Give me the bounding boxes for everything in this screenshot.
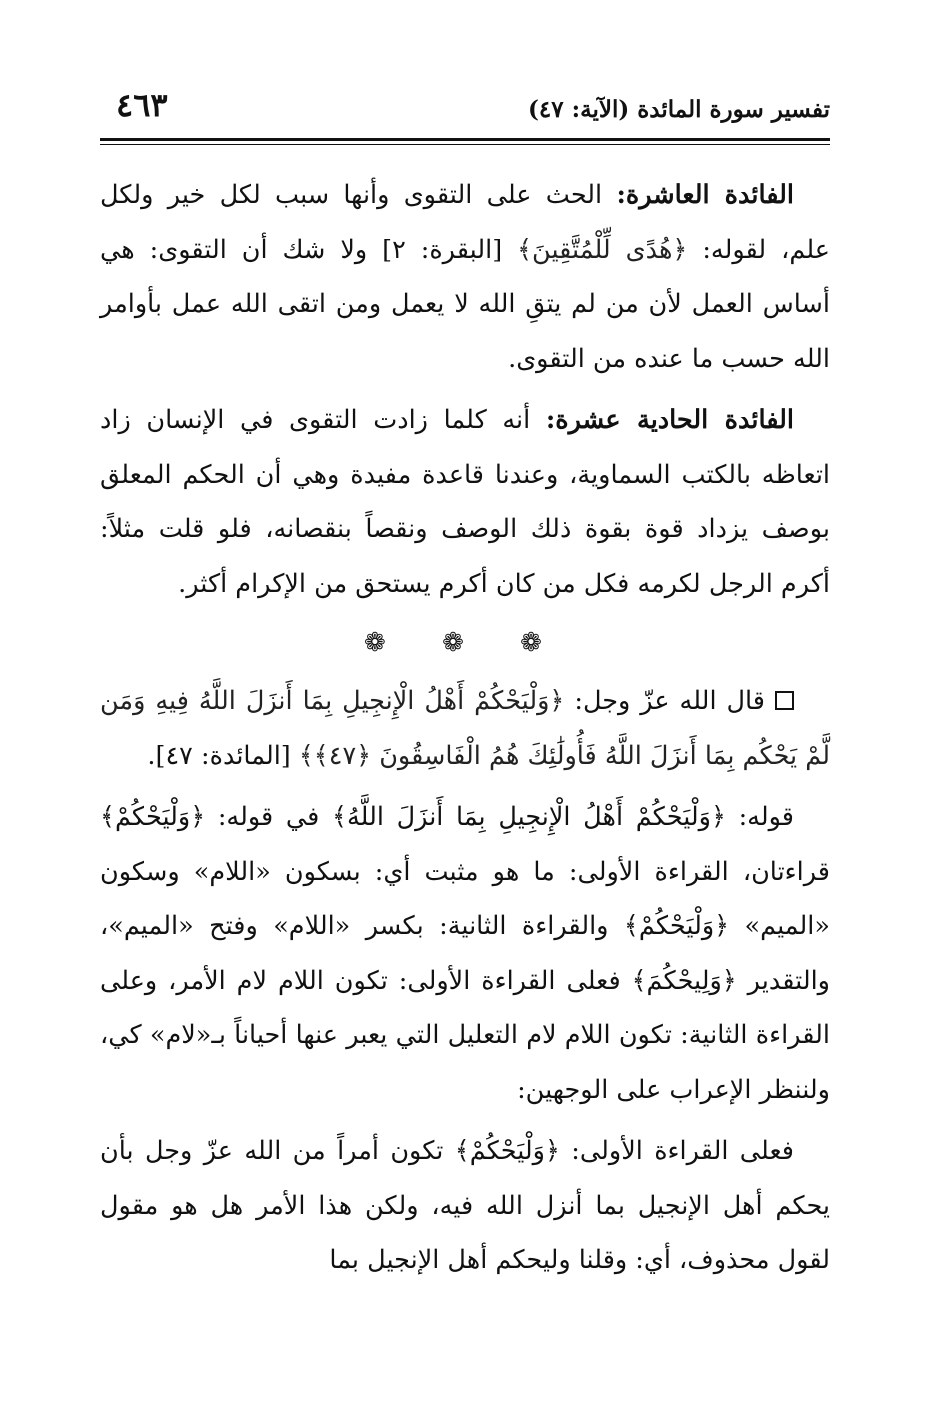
quran-verse: ﴿وَلْيَحْكُمْ أَهْلُ الْإِنجِيلِ بِمَا أَنزَلَ اللَّهُ فِيهِ وَمَن لَّمْ يَحْكُم بِمَا أَنزَلَ اللَّهُ فَأُولَٰئِكَ هُمُ الْفَاسِقُونَ ﴿٤٧﴾﴾ bbox=[100, 686, 830, 771]
book-page bbox=[100, 80, 830, 1370]
verse-reference: [المائدة: ٤٧]. bbox=[147, 740, 299, 771]
benefit-label: الفائدة العاشرة: bbox=[616, 180, 794, 210]
paragraph-text: أنه كلما زادت التقوى في الإنسان زاد اتعاظه بالكتب السماوية، وعندنا قاعدة مفيدة وهي أن الحكم المعلق بوصف يزداد قوة بقوة ذلك الوصف ونقصاً بنقصانه، فلو قلت مثلاً: أكرم الرجل لكرمه فكل من كان أكرم يستحق من الإكرام أكثر. bbox=[100, 405, 830, 599]
running-title: تفسير سورة المائدة (الآية: ٤٧) bbox=[528, 96, 830, 123]
commentary-paragraph: قوله: ﴿وَلْيَحْكُمْ أَهْلُ الْإِنجِيلِ بِمَا أَنزَلَ اللَّهُ﴾ في قوله: ﴿وَلْيَحْكُمْ﴾ قراءتان، القراءة الأولى: ما هو مثبت أي: بسكون «اللام» وسكون «الميم» ﴿وَلْيَحْكُمْ﴾ والقراءة الثانية: بكسر «اللام» وفتح «الميم»، والتقدير ﴿وَلِيحْكُمَ﴾ فعلى القراءة الأولى: تكون اللام لام الأمر، وعلى القراءة الثانية: تكون اللام لام التعليل التي يعبر عنها أحياناً بـ«لام» كي، ولننظر الإعراب على الوجهين: bbox=[100, 802, 830, 1105]
quran-quote: ﴿هُدًى لِّلْمُتَّقِينَ﴾ bbox=[517, 234, 688, 265]
square-bullet-icon bbox=[775, 691, 794, 710]
verse-paragraph bbox=[100, 674, 830, 783]
page-body bbox=[100, 168, 830, 1288]
paragraph-text: الحث على التقوى وأنها سبب لكل خير ولكل علم، لقوله: bbox=[100, 180, 830, 265]
paragraph-benefit-11 bbox=[100, 393, 830, 611]
commentary-paragraph: فعلى القراءة الأولى: ﴿وَلْيَحْكُمْ﴾ تكون أمراً من الله عزّ وجل بأن يحكم أهل الإنجيل بما أنزل الله فيه، ولكن هذا الأمر هل هو مقول لقول محذوف، أي: وقلنا وليحكم أهل الإنجيل بما bbox=[100, 1136, 830, 1275]
verse-intro: قال الله عزّ وجل: bbox=[564, 686, 765, 716]
running-header bbox=[100, 80, 830, 140]
paragraph-benefit-10 bbox=[100, 168, 830, 386]
header-rule-thick bbox=[100, 138, 830, 141]
paragraph-text-rest: [البقرة: ٢] ولا شك أن التقوى: هي أساس العمل لأن من لم يتقِ الله لا يعمل ومن اتقى الله عمل بأوامر الله حسب ما عنده من التقوى. bbox=[100, 234, 830, 374]
section-separator: ❁ ❁ ❁ bbox=[364, 628, 566, 658]
page-number: ٤٦٣ bbox=[116, 86, 168, 124]
header-rule-thin bbox=[100, 144, 830, 145]
benefit-label: الفائدة الحادية عشرة: bbox=[545, 405, 794, 435]
